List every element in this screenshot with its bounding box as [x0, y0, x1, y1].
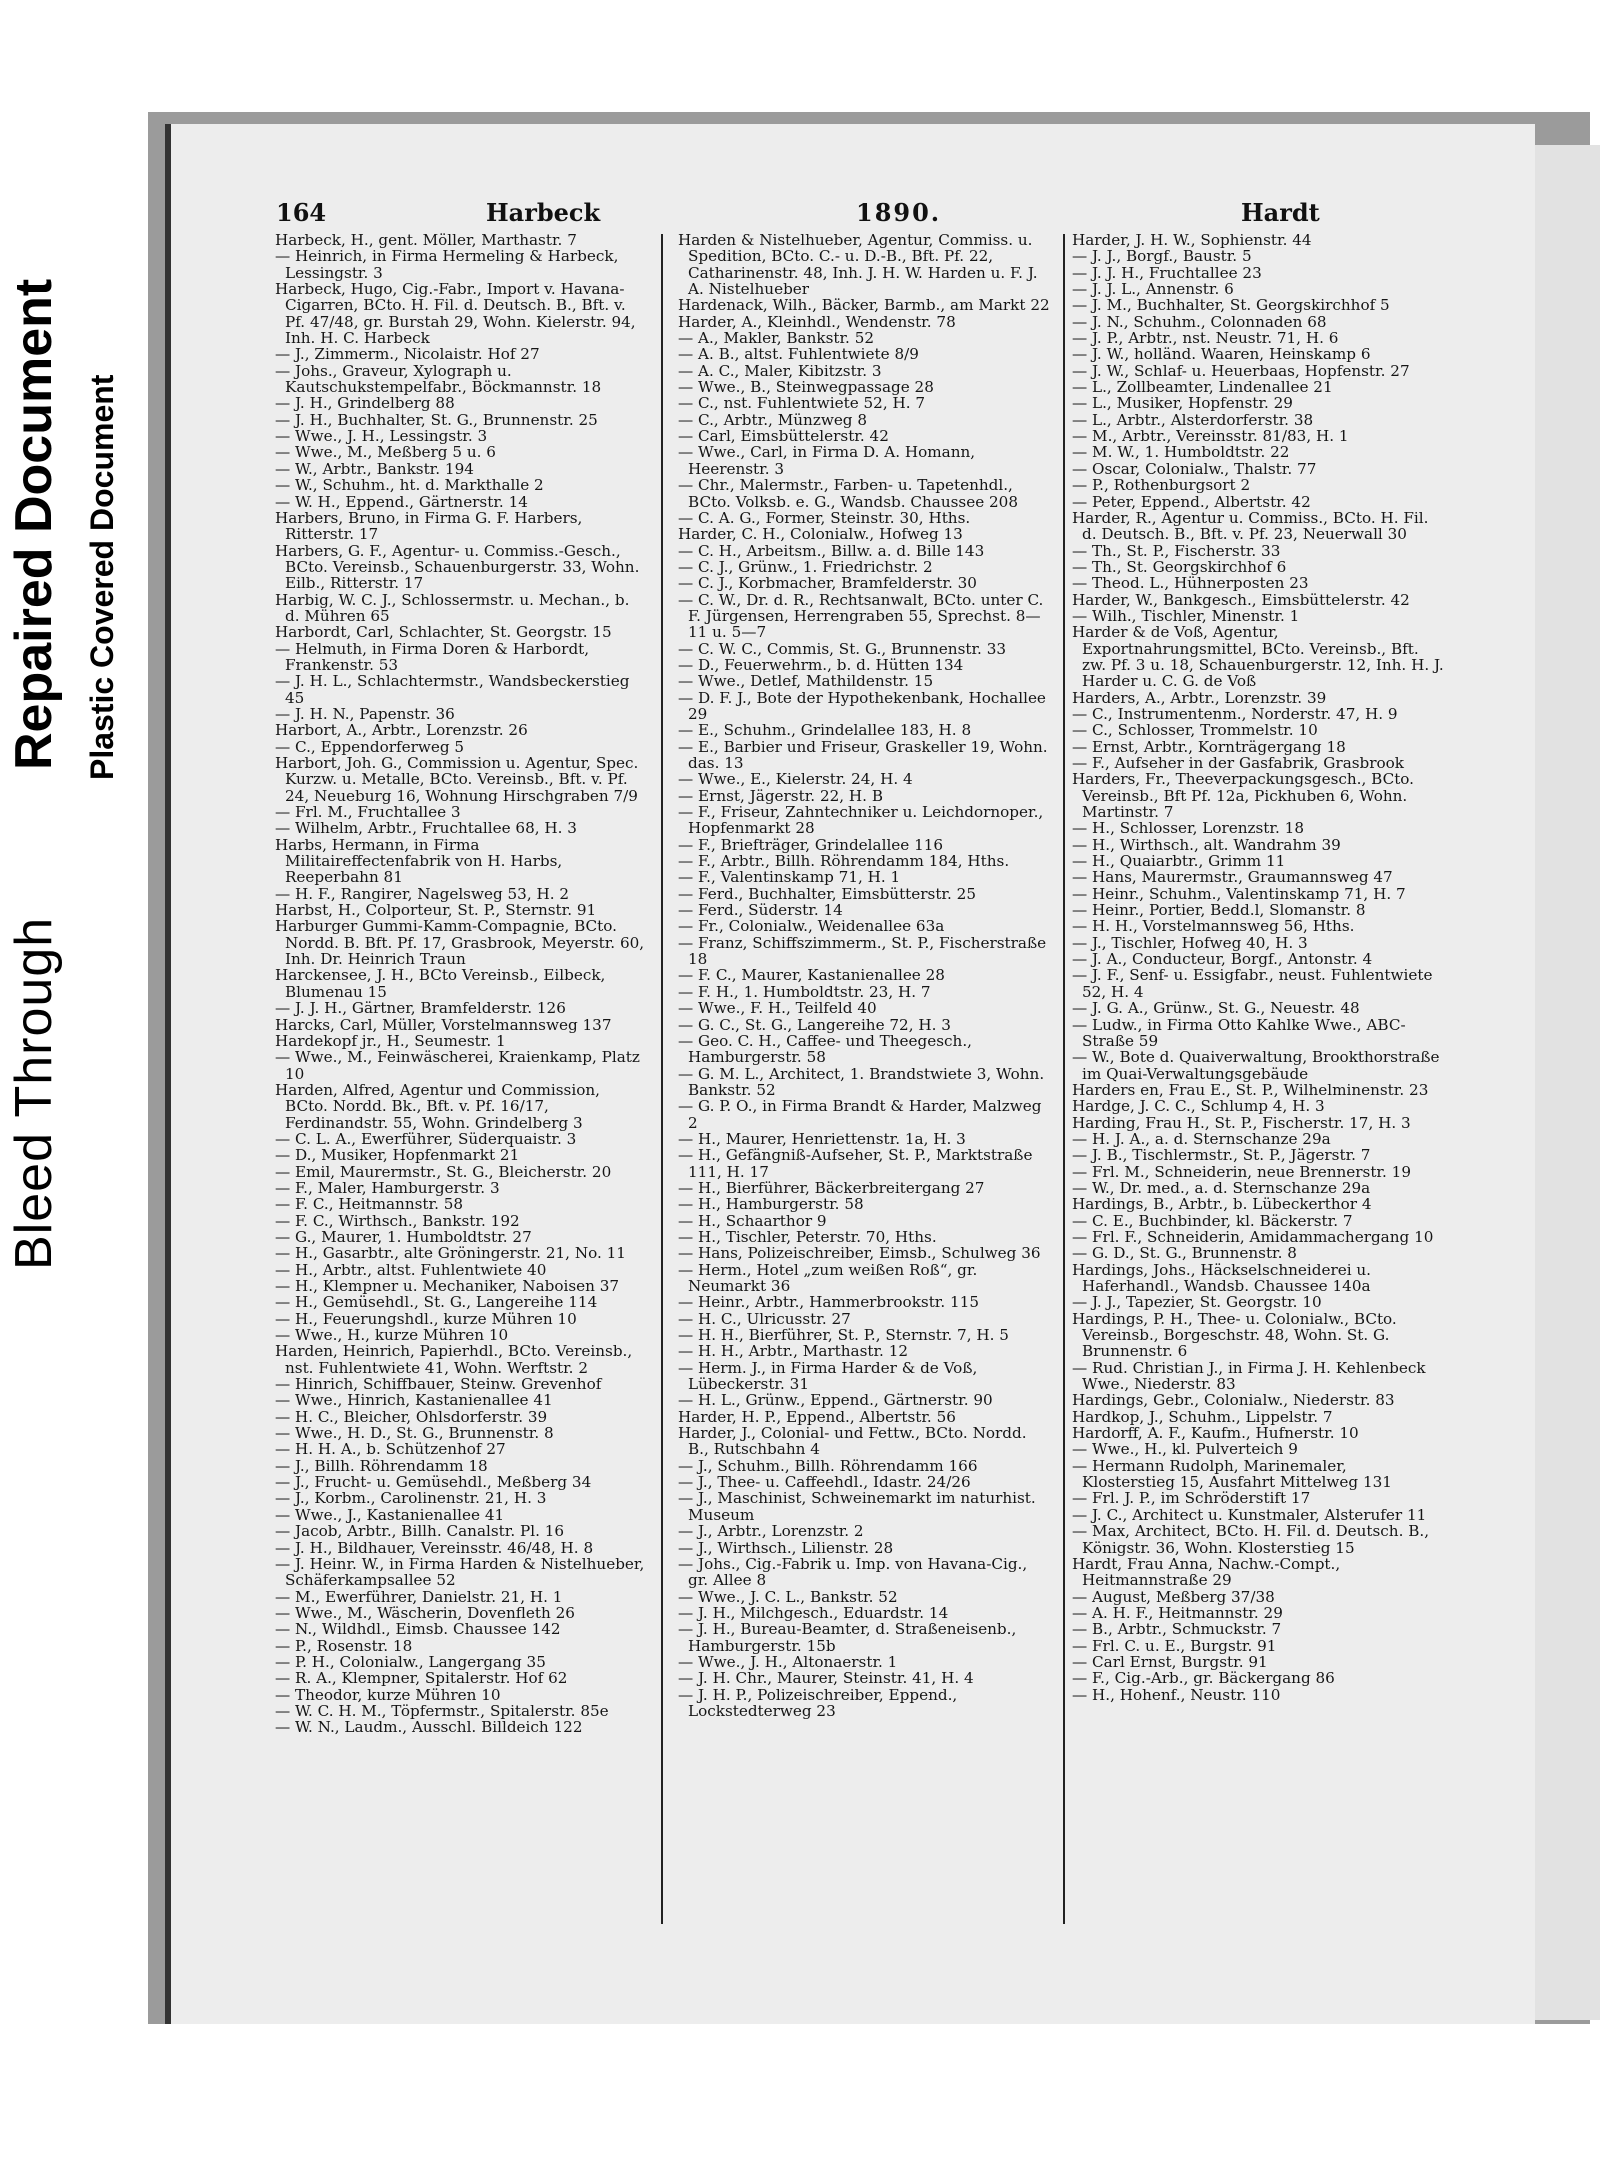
- directory-entry: — Frl. M., Schneiderin, neue Brennerstr. 19: [1072, 1162, 1411, 1181]
- directory-entry: — J. F., Senf- u. Essigfabr., neust. Fuhlentwiete 52, H. 4: [1072, 966, 1433, 1001]
- directory-entry: Harcks, Carl, Müller, Vorstelmannsweg 137: [275, 1015, 612, 1034]
- directory-entry: Harbort, A., Arbtr., Lorenzstr. 26: [275, 721, 528, 740]
- directory-entry: — Wwe., J. C. L., Bankstr. 52: [678, 1587, 898, 1606]
- directory-entry: Harder, R., Agentur u. Commiss., BCto. H. Fil. d. Deutsch. B., Bft. v. Pf. 23, Neuerwall 30: [1072, 508, 1429, 544]
- page-number: 164: [276, 198, 327, 227]
- directory-entry: — Max, Architect, BCto. H. Fil. d. Deutsch. B., Königstr. 36, Wohn. Klosterstieg 15: [1072, 1522, 1430, 1557]
- directory-entry: — Heinr., Portier, Bedd.l, Slomanstr. 8: [1072, 901, 1366, 920]
- directory-entry: — G. C., St. G., Langereihe 72, H. 3: [678, 1015, 951, 1034]
- directory-entry: — Frl. F., Schneiderin, Amidammachergang 10: [1072, 1227, 1434, 1246]
- directory-entry: — H., Hohenf., Neustr. 110: [1072, 1685, 1281, 1704]
- directory-entry: — F., Friseur, Zahntechniker u. Leichdornoper., Hopfenmarkt 28: [678, 803, 1044, 838]
- directory-entry: — J. H. P., Polizeischreiber, Eppend., Lockstedterweg 23: [678, 1685, 958, 1720]
- directory-entry: — Carl, Eimsbüttelerstr. 42: [678, 427, 889, 446]
- directory-entry: — Frl. C. u. E., Burgstr. 91: [1072, 1636, 1277, 1655]
- directory-entry: — G. P. O., in Firma Brandt & Harder, Malzweg 2: [678, 1097, 1042, 1132]
- directory-entry: — J. H. Chr., Maurer, Steinstr. 41, H. 4: [678, 1669, 974, 1688]
- directory-column-3: [1072, 232, 1444, 1703]
- directory-entry: — Wwe., H., kl. Pulverteich 9: [1072, 1440, 1298, 1459]
- directory-entry: — A., Makler, Bankstr. 52: [678, 329, 875, 348]
- directory-entry: — Wwe., M., Wäscherin, Dovenfleth 26: [275, 1603, 575, 1622]
- directory-entry: — H., Maurer, Henriettenstr. 1a, H. 3: [678, 1129, 966, 1148]
- directory-entry: — E., Schuhm., Grindelallee 183, H. 8: [678, 721, 972, 740]
- directory-entry: — W., Schuhm., ht. d. Markthalle 2: [275, 476, 544, 495]
- directory-entry: — C., Instrumentenm., Norderstr. 47, H. 9: [1072, 704, 1398, 723]
- directory-entry: — Hans, Maurermstr., Graumannsweg 47: [1072, 868, 1393, 887]
- directory-entry: — Hans, Polizeischreiber, Eimsb., Schulweg 36: [678, 1244, 1041, 1263]
- directory-column-1: [275, 232, 647, 1736]
- directory-entry: — F. C., Maurer, Kastanienallee 28: [678, 966, 945, 985]
- directory-entry: Harders, A., Arbtr., Lorenzstr. 39: [1072, 688, 1327, 707]
- directory-entry: — F. C., Heitmannstr. 58: [275, 1195, 464, 1214]
- directory-entry: — F., Valentinskamp 71, H. 1: [678, 868, 901, 887]
- directory-entry: Hardings, P. H., Thee- u. Colonialw., BCto. Vereinsb., Borgeschstr. 48, Wohn. St. G. Brunnenstr. 6: [1072, 1309, 1397, 1361]
- directory-entry: — L., Musiker, Hopfenstr. 29: [1072, 394, 1293, 413]
- directory-entry: — Ferd., Süderstr. 14: [678, 901, 843, 920]
- directory-entry: Harder, J. H. W., Sophienstr. 44: [1072, 231, 1312, 249]
- directory-entry: — H., Bierführer, Bäckerbreitergang 27: [678, 1178, 985, 1197]
- directory-entry: — W., Arbtr., Bankstr. 194: [275, 459, 474, 478]
- directory-entry: — F., Arbtr., Billh. Röhrendamm 184, Hths.: [678, 852, 1010, 871]
- directory-entry: — G., Maurer, 1. Humboldtstr. 27: [275, 1227, 532, 1246]
- directory-entry: — H. C., Bleicher, Ohlsdorferstr. 39: [275, 1407, 548, 1426]
- directory-entry: — Rud. Christian J., in Firma J. H. Kehlenbeck Wwe., Niederstr. 83: [1072, 1358, 1426, 1394]
- directory-entry: — Wwe., M., Feinwäscherei, Kraienkamp, Platz 10: [275, 1048, 640, 1083]
- directory-entry: — A. C., Maler, Kibitzstr. 3: [678, 361, 882, 380]
- directory-entry: — J. N., Schuhm., Colonnaden 68: [1072, 312, 1327, 331]
- directory-entry: — M. W., 1. Humboldtstr. 22: [1072, 443, 1290, 462]
- directory-entry: — D. F. J., Bote der Hypothekenbank, Hochallee 29: [678, 688, 1046, 723]
- directory-entry: — J. A., Conducteur, Borgf., Antonstr. 4: [1072, 950, 1373, 969]
- directory-entry: — Peter, Eppend., Albertstr. 42: [1072, 492, 1311, 511]
- directory-entry: — H. J. A., a. d. Sternschanze 29a: [1072, 1129, 1331, 1148]
- directory-entry: — C., Schlosser, Trommelstr. 10: [1072, 721, 1318, 740]
- directory-entry: — J. J., Tapezier, St. Georgstr. 10: [1072, 1293, 1322, 1312]
- directory-entry: — J. H. N., Papenstr. 36: [275, 704, 455, 723]
- directory-entry: — Theodor, kurze Mühren 10: [275, 1685, 501, 1704]
- directory-entry: — Theod. L., Hühnerposten 23: [1072, 574, 1309, 593]
- directory-entry: — Herm. J., in Firma Harder & de Voß, Lübeckerstr. 31: [678, 1358, 978, 1394]
- directory-entry: Harding, Frau H., St. P., Fischerstr. 17, H. 3: [1072, 1113, 1411, 1132]
- directory-entry: — H., Tischler, Peterstr. 70, Hths.: [678, 1227, 937, 1246]
- directory-entry: — H., Wirthsch., alt. Wandrahm 39: [1072, 835, 1341, 854]
- directory-entry: — A. B., altst. Fuhlentwiete 8/9: [678, 345, 919, 364]
- directory-entry: — J. B., Tischlermstr., St. P., Jägerstr. 7: [1072, 1146, 1371, 1165]
- directory-entry: — F., Maler, Hamburgerstr. 3: [275, 1178, 500, 1197]
- directory-entry: — J., Billh. Röhrendamm 18: [275, 1456, 488, 1475]
- directory-entry: — H., Gefängniß-Aufseher, St. P., Marktstraße 111, H. 17: [678, 1146, 1033, 1181]
- directory-entry: — J. G. A., Grünw., St. G., Neuestr. 48: [1072, 999, 1360, 1018]
- directory-entry: — J., Korbm., Carolinenstr. 21, H. 3: [275, 1489, 547, 1508]
- directory-entry: — C., Eppendorferweg 5: [275, 737, 465, 756]
- directory-entry: — H., Arbtr., altst. Fuhlentwiete 40: [275, 1260, 547, 1279]
- directory-entry: — Wwe., J. H., Lessingstr. 3: [275, 427, 488, 446]
- directory-entry: Harders, Fr., Theeverpackungsgesch., BCto. Vereinsb., Bft Pf. 12a, Pickhuben 6, Wohn. Martinstr. 7: [1072, 770, 1415, 822]
- directory-entry: — L., Zollbeamter, Lindenallee 21: [1072, 378, 1333, 397]
- directory-entry: Hardings, Gebr., Colonialw., Niederstr. 83: [1072, 1391, 1395, 1410]
- directory-entry: — August, Meßberg 37/38: [1072, 1587, 1275, 1606]
- repaired-document-label: Repaired Document: [5, 278, 63, 770]
- directory-entry: Hardge, J. C. C., Schlump 4, H. 3: [1072, 1097, 1325, 1116]
- directory-entry: — Ferd., Buchhalter, Eimsbütterstr. 25: [678, 884, 976, 903]
- directory-entry: — F., Cig.-Arb., gr. Bäckergang 86: [1072, 1669, 1335, 1688]
- directory-entry: Harder, C. H., Colonialw., Hofweg 13: [678, 525, 963, 544]
- directory-entry: Harbs, Hermann, in Firma Militaireffectenfabrik von H. Harbs, Reeperbahn 81: [275, 835, 563, 887]
- directory-entry: — F. H., 1. Humboldtstr. 23, H. 7: [678, 982, 931, 1001]
- directory-entry: — H., Hamburgerstr. 58: [678, 1195, 864, 1214]
- directory-entry: — Geo. C. H., Caffee- und Theegesch., Hamburgerstr. 58: [678, 1031, 972, 1067]
- directory-entry: — Wwe., H., kurze Mühren 10: [275, 1326, 509, 1345]
- directory-entry: Harder, H. P., Eppend., Albertstr. 56: [678, 1407, 956, 1426]
- directory-entry: — A. H. F., Heitmannstr. 29: [1072, 1603, 1283, 1622]
- plastic-covered-label: Plastic Covered Document: [84, 374, 120, 780]
- directory-entry: — Wwe., E., Kielerstr. 24, H. 4: [678, 770, 913, 789]
- directory-entry: — H., Gemüsehdl., St. G., Langereihe 114: [275, 1293, 598, 1312]
- directory-entry: — Franz, Schiffszimmerm., St. P., Fischerstraße 18: [678, 933, 1047, 969]
- directory-entry: — Carl Ernst, Burgstr. 91: [1072, 1652, 1268, 1671]
- directory-entry: Harder, W., Bankgesch., Eimsbüttelerstr. 42: [1072, 590, 1410, 609]
- directory-entry: — Wwe., B., Steinwegpassage 28: [678, 378, 934, 397]
- directory-entry: — C. H., Arbeitsm., Billw. a. d. Bille 143: [678, 541, 985, 560]
- directory-entry: — Wwe., Detlef, Mathildenstr. 15: [678, 672, 934, 691]
- directory-entry: Harburger Gummi-Kamm-Compagnie, BCto. Nordd. B. Bft. Pf. 17, Grasbrook, Meyerstr. 60, Inh. Dr. Heinrich Traun: [275, 917, 645, 969]
- directory-entry: Hardorff, A. F., Kaufm., Hufnerstr. 10: [1072, 1424, 1359, 1443]
- directory-entry: — W. N., Laudm., Ausschl. Billdeich 122: [275, 1718, 583, 1737]
- directory-entry: — N., Wildhdl., Eimsb. Chaussee 142: [275, 1620, 561, 1639]
- left-running-head: Harbeck: [486, 198, 601, 227]
- directory-entry: — R. A., Klempner, Spitalerstr. Hof 62: [275, 1669, 568, 1688]
- directory-entry: Harbordt, Carl, Schlachter, St. Georgstr. 15: [275, 623, 612, 642]
- directory-entry: — J. J., Borgf., Baustr. 5: [1072, 247, 1252, 266]
- directory-entry: — J., Thee- u. Caffeehdl., Idastr. 24/26: [678, 1473, 971, 1492]
- directory-entry: — C., nst. Fuhlentwiete 52, H. 7: [678, 394, 926, 413]
- directory-entry: — P., Rothenburgsort 2: [1072, 476, 1251, 495]
- directory-entry: — H. F., Rangirer, Nagelsweg 53, H. 2: [275, 884, 570, 903]
- directory-entry: Harder & de Voß, Agentur, Exportnahrungsmittel, BCto. Vereinsb., Bft. zw. Pf. 3 u. 18, Schauenburgerstr. 12, Inh. H. J. Harder u. C. G. de Voß: [1072, 623, 1444, 691]
- page-header: [276, 198, 1426, 234]
- directory-entry: Harbort, Joh. G., Commission u. Agentur, Spec. Kurzw. u. Metalle, BCto. Vereinsb., Bft. v. Pf. 24, Neueburg 16, Wohnung Hirschgraben 7/9: [275, 754, 639, 805]
- directory-entry: Harbeck, H., gent. Möller, Marthastr. 7: [275, 231, 577, 249]
- directory-entry: Hardenack, Wilh., Bäcker, Barmb., am Markt 22: [678, 296, 1050, 315]
- directory-entry: Hardt, Frau Anna, Nachw.-Compt., Heitmannstraße 29: [1072, 1554, 1341, 1590]
- directory-entry: Hardkop, J., Schuhm., Lippelstr. 7: [1072, 1407, 1333, 1426]
- directory-entry: — Ernst, Jägerstr. 22, H. B: [678, 786, 883, 805]
- directory-entry: — Th., St. Georgskirchhof 6: [1072, 557, 1287, 576]
- directory-entry: — F., Briefträger, Grindelallee 116: [678, 835, 944, 854]
- directory-entry: — H., Gasarbtr., alte Gröningerstr. 21, No. 11: [275, 1244, 626, 1263]
- directory-entry: — Fr., Colonialw., Weidenallee 63a: [678, 917, 945, 936]
- directory-entry: — Frl. M., Fruchtallee 3: [275, 803, 461, 822]
- directory-entry: — W. C. H. M., Töpfermstr., Spitalerstr. 85e: [275, 1701, 609, 1720]
- directory-entry: Hardings, Johs., Häckselschneiderei u. Haferhandl., Wandsb. Chaussee 140a: [1072, 1260, 1371, 1295]
- directory-entry: — W., Bote d. Quaiverwaltung, Brookthorstraße im Quai-Verwaltungsgebäude: [1072, 1048, 1440, 1083]
- directory-entry: — J. H., Milchgesch., Eduardstr. 14: [678, 1603, 949, 1622]
- directory-entry: — F. C., Wirthsch., Bankstr. 192: [275, 1211, 520, 1230]
- directory-entry: — J. M., Buchhalter, St. Georgskirchhof 5: [1072, 296, 1390, 315]
- directory-entry: — B., Arbtr., Schmuckstr. 7: [1072, 1620, 1282, 1639]
- directory-entry: — J. W., holländ. Waaren, Heinskamp 6: [1072, 345, 1371, 364]
- directory-entry: — Th., St. P., Fischerstr. 33: [1072, 541, 1281, 560]
- directory-entry: — H. H., Arbtr., Marthastr. 12: [678, 1342, 909, 1361]
- directory-entry: — Wwe., M., Meßberg 5 u. 6: [275, 443, 496, 462]
- directory-entry: — C. E., Buchbinder, kl. Bäckerstr. 7: [1072, 1211, 1353, 1230]
- directory-entry: — Helmuth, in Firma Doren & Harbordt, Frankenstr. 53: [275, 639, 590, 674]
- directory-entry: — J. W., Schlaf- u. Heuerbaas, Hopfenstr. 27: [1072, 361, 1410, 380]
- directory-entry: — J. P., Arbtr., nst. Neustr. 71, H. 6: [1072, 329, 1339, 348]
- directory-entry: — J. J. H., Gärtner, Bramfelderstr. 126: [275, 999, 566, 1018]
- directory-entry: Harder, J., Colonial- und Fettw., BCto. Nordd. B., Rutschbahn 4: [678, 1424, 1027, 1459]
- directory-entry: Harden & Nistelhueber, Agentur, Commiss. u. Spedition, BCto. C.- u. D.-B., Bft. Pf. 22, Catharinenstr. 48, Inh. J. H. W. Harden u. F. J. A. Nistelhueber: [678, 231, 1038, 299]
- directory-entry: — J., Schuhm., Billh. Röhrendamm 166: [678, 1456, 978, 1475]
- directory-entry: — Wwe., Carl, in Firma D. A. Homann, Heerenstr. 3: [678, 443, 976, 478]
- column-rule: [1063, 234, 1065, 1924]
- directory-entry: — W., Dr. med., a. d. Sternschanze 29a: [1072, 1178, 1371, 1197]
- directory-entry: — J. H., Bureau-Beamter, d. Straßeneisenb., Hamburgerstr. 15b: [678, 1620, 1017, 1655]
- directory-entry: — Wilh., Tischler, Minenstr. 1: [1072, 606, 1300, 625]
- right-running-head: Hardt: [1241, 198, 1320, 227]
- directory-entry: — Wwe., H. D., St. G., Brunnenstr. 8: [275, 1424, 554, 1443]
- directory-entry: — Ernst, Arbtr., Kornträgergang 18: [1072, 737, 1346, 756]
- directory-entry: — J. H., Grindelberg 88: [275, 394, 455, 413]
- directory-entry: — J., Arbtr., Lorenzstr. 2: [678, 1522, 864, 1541]
- directory-entry: Harders en, Frau E., St. P., Wilhelminenstr. 23: [1072, 1080, 1429, 1099]
- directory-entry: — Wwe., Hinrich, Kastanienallee 41: [275, 1391, 553, 1410]
- directory-entry: Harbig, W. C. J., Schlossermstr. u. Mechan., b. d. Mühren 65: [275, 590, 630, 625]
- directory-entry: — J. J. H., Fruchtallee 23: [1072, 263, 1262, 282]
- directory-entry: — J. H., Buchhalter, St. G., Brunnenstr. 25: [275, 410, 598, 429]
- directory-entry: — G. D., St. G., Brunnenstr. 8: [1072, 1244, 1297, 1263]
- directory-entry: Harbers, Bruno, in Firma G. F. Harbers, Ritterstr. 17: [275, 508, 583, 544]
- directory-entry: — H. C., Ulricusstr. 27: [678, 1309, 851, 1328]
- directory-entry: — C. J., Korbmacher, Bramfelderstr. 30: [678, 574, 977, 593]
- directory-entry: — W. H., Eppend., Gärtnerstr. 14: [275, 492, 528, 511]
- directory-entry: — J., Zimmerm., Nicolaistr. Hof 27: [275, 345, 540, 364]
- directory-entry: — C. W., Dr. d. R., Rechtsanwalt, BCto. unter C. F. Jürgensen, Herrengraben 55, Sprechst. 8—11 u. 5—7: [678, 590, 1044, 642]
- directory-entry: — Hermann Rudolph, Marinemaler, Klosterstieg 15, Ausfahrt Mittelweg 131: [1072, 1456, 1392, 1492]
- directory-entry: — C. W. C., Commis, St. G., Brunnenstr. 33: [678, 639, 1007, 658]
- directory-entry: — J., Maschinist, Schweinemarkt im naturhist. Museum: [678, 1489, 1036, 1524]
- directory-entry: Harbeck, Hugo, Cig.-Fabr., Import v. Havana-Cigarren, BCto. H. Fil. d. Deutsch. B., Bft. v. Pf. 47/48, gr. Burstah 29, Wohn. Kielerstr. 94, Inh. H. C. Harbeck: [275, 280, 636, 348]
- directory-entry: — Heinr., Arbtr., Hammerbrookstr. 115: [678, 1293, 980, 1312]
- directory-entry: — H., Schaarthor 9: [678, 1211, 827, 1230]
- directory-entry: — Heinrich, in Firma Hermeling & Harbeck, Lessingstr. 3: [275, 247, 619, 282]
- directory-entry: — J., Tischler, Hofweg 40, H. 3: [1072, 933, 1308, 952]
- directory-entry: — D., Feuerwehrm., b. d. Hütten 134: [678, 655, 964, 674]
- directory-entry: Harden, Heinrich, Papierhdl., BCto. Vereinsb., nst. Fuhlentwiete 41, Wohn. Werftstr. 2: [275, 1342, 633, 1377]
- directory-entry: Harden, Alfred, Agentur und Commission, BCto. Nordd. Bk., Bft. v. Pf. 16/17, Ferdinandstr. 55, Wohn. Grindelberg 3: [275, 1080, 600, 1132]
- directory-entry: — Oscar, Colonialw., Thalstr. 77: [1072, 459, 1317, 478]
- directory-entry: Harbst, H., Colporteur, St. P., Sternstr. 91: [275, 901, 597, 920]
- directory-entry: Harckensee, J. H., BCto Vereinsb., Eilbeck, Blumenau 15: [275, 966, 606, 1001]
- directory-entry: — M., Arbtr., Vereinsstr. 81/83, H. 1: [1072, 427, 1349, 446]
- directory-entry: — Herm., Hotel „zum weißen Roß“, gr. Neumarkt 36: [678, 1260, 978, 1295]
- directory-entry: — E., Barbier und Friseur, Graskeller 19, Wohn. das. 13: [678, 737, 1048, 772]
- directory-entry: — H. H. A., b. Schützenhof 27: [275, 1440, 506, 1459]
- directory-entry: — D., Musiker, Hopfenmarkt 21: [275, 1146, 520, 1165]
- directory-entry: Harder, A., Kleinhdl., Wendenstr. 78: [678, 312, 956, 331]
- directory-entry: — H., Klempner u. Mechaniker, Naboisen 37: [275, 1277, 620, 1295]
- directory-entry: — F., Aufseher in der Gasfabrik, Grasbrook: [1072, 754, 1405, 772]
- bleed-through-label: Bleed Through: [5, 916, 63, 1270]
- directory-entry: — C. L. A., Ewerführer, Süderquaistr. 3: [275, 1129, 577, 1148]
- directory-entry: — M., Ewerführer, Danielstr. 21, H. 1: [275, 1587, 563, 1606]
- directory-entry: — G. M. L., Architect, 1. Brandstwiete 3, Wohn. Bankstr. 52: [678, 1064, 1045, 1099]
- directory-entry: — L., Arbtr., Alsterdorferstr. 38: [1072, 410, 1314, 429]
- directory-entry: — Jacob, Arbtr., Billh. Canalstr. Pl. 16: [275, 1522, 565, 1541]
- directory-entry: — J. J. L., Annenstr. 6: [1072, 280, 1234, 299]
- directory-entry: — Emil, Maurermstr., St. G., Bleicherstr. 20: [275, 1162, 612, 1181]
- directory-entry: — H. L., Grünw., Eppend., Gärtnerstr. 90: [678, 1391, 993, 1410]
- directory-entry: — H., Feuerungshdl., kurze Mühren 10: [275, 1309, 577, 1328]
- column-rule: [661, 234, 663, 1924]
- directory-entry: — Frl. J. P., im Schröderstift 17: [1072, 1489, 1311, 1508]
- directory-entry: — Chr., Malermstr., Farben- u. Tapetenhdl., BCto. Volksb. e. G., Wandsb. Chaussee 208: [678, 476, 1018, 511]
- directory-entry: — Wilhelm, Arbtr., Fruchtallee 68, H. 3: [275, 819, 577, 838]
- directory-entry: — C., Arbtr., Münzweg 8: [678, 410, 868, 429]
- directory-entry: — Wwe., F. H., Teilfeld 40: [678, 999, 877, 1018]
- side-labels: [0, 0, 150, 2177]
- directory-entry: — J. H., Bildhauer, Vereinsstr. 46/48, H. 8: [275, 1538, 594, 1557]
- directory-entry: — H. H., Bierführer, St. P., Sternstr. 7, H. 5: [678, 1326, 1009, 1345]
- directory-entry: — C. J., Grünw., 1. Friedrichstr. 2: [678, 557, 933, 576]
- directory-entry: — H., Quaiarbtr., Grimm 11: [1072, 852, 1286, 871]
- directory-entry: — J., Frucht- u. Gemüsehdl., Meßberg 34: [275, 1473, 592, 1492]
- directory-entry: — H. H., Vorstelmannsweg 56, Hths.: [1072, 917, 1355, 936]
- directory-entry: Hardings, B., Arbtr., b. Lübeckerthor 4: [1072, 1195, 1372, 1214]
- directory-entry: — Wwe., J. H., Altonaerstr. 1: [678, 1652, 898, 1671]
- year-heading: 1890.: [856, 198, 942, 227]
- directory-column-2: [678, 232, 1050, 1719]
- directory-entry: — Wwe., J., Kastanienallee 41: [275, 1505, 505, 1524]
- directory-entry: — H., Schlosser, Lorenzstr. 18: [1072, 819, 1304, 838]
- directory-entry: Hardekopf jr., H., Seumestr. 1: [275, 1031, 506, 1050]
- facing-page-edge: [1525, 145, 1600, 2020]
- directory-entry: — J. C., Architect u. Kunstmaler, Alsterufer 11: [1072, 1505, 1427, 1524]
- directory-entry: — Johs., Graveur, Xylograph u. Kautschukstempelfabr., Böckmannstr. 18: [275, 361, 602, 397]
- directory-entry: — Hinrich, Schiffbauer, Steinw. Grevenhof: [275, 1375, 602, 1394]
- directory-entry: — J. H. L., Schlachtermstr., Wandsbeckerstieg 45: [275, 672, 630, 707]
- directory-entry: — Heinr., Schuhm., Valentinskamp 71, H. 7: [1072, 884, 1406, 903]
- directory-entry: — P. H., Colonialw., Langergang 35: [275, 1652, 546, 1671]
- directory-entry: — J. Heinr. W., in Firma Harden & Nistelhueber, Schäferkampsallee 52: [275, 1554, 645, 1590]
- directory-entry: — Ludw., in Firma Otto Kahlke Wwe., ABC-Straße 59: [1072, 1015, 1406, 1050]
- directory-entry: — C. A. G., Former, Steinstr. 30, Hths.: [678, 508, 971, 527]
- directory-entry: — J., Wirthsch., Lilienstr. 28: [678, 1538, 894, 1557]
- directory-entry: — P., Rosenstr. 18: [275, 1636, 413, 1655]
- directory-entry: Harbers, G. F., Agentur- u. Commiss.-Gesch., BCto. Vereinsb., Schauenburgerstr. 33, Wohn. Eilb., Ritterstr. 17: [275, 541, 640, 593]
- directory-entry: — Johs., Cig.-Fabrik u. Imp. von Havana-Cig., gr. Allee 8: [678, 1554, 1028, 1590]
